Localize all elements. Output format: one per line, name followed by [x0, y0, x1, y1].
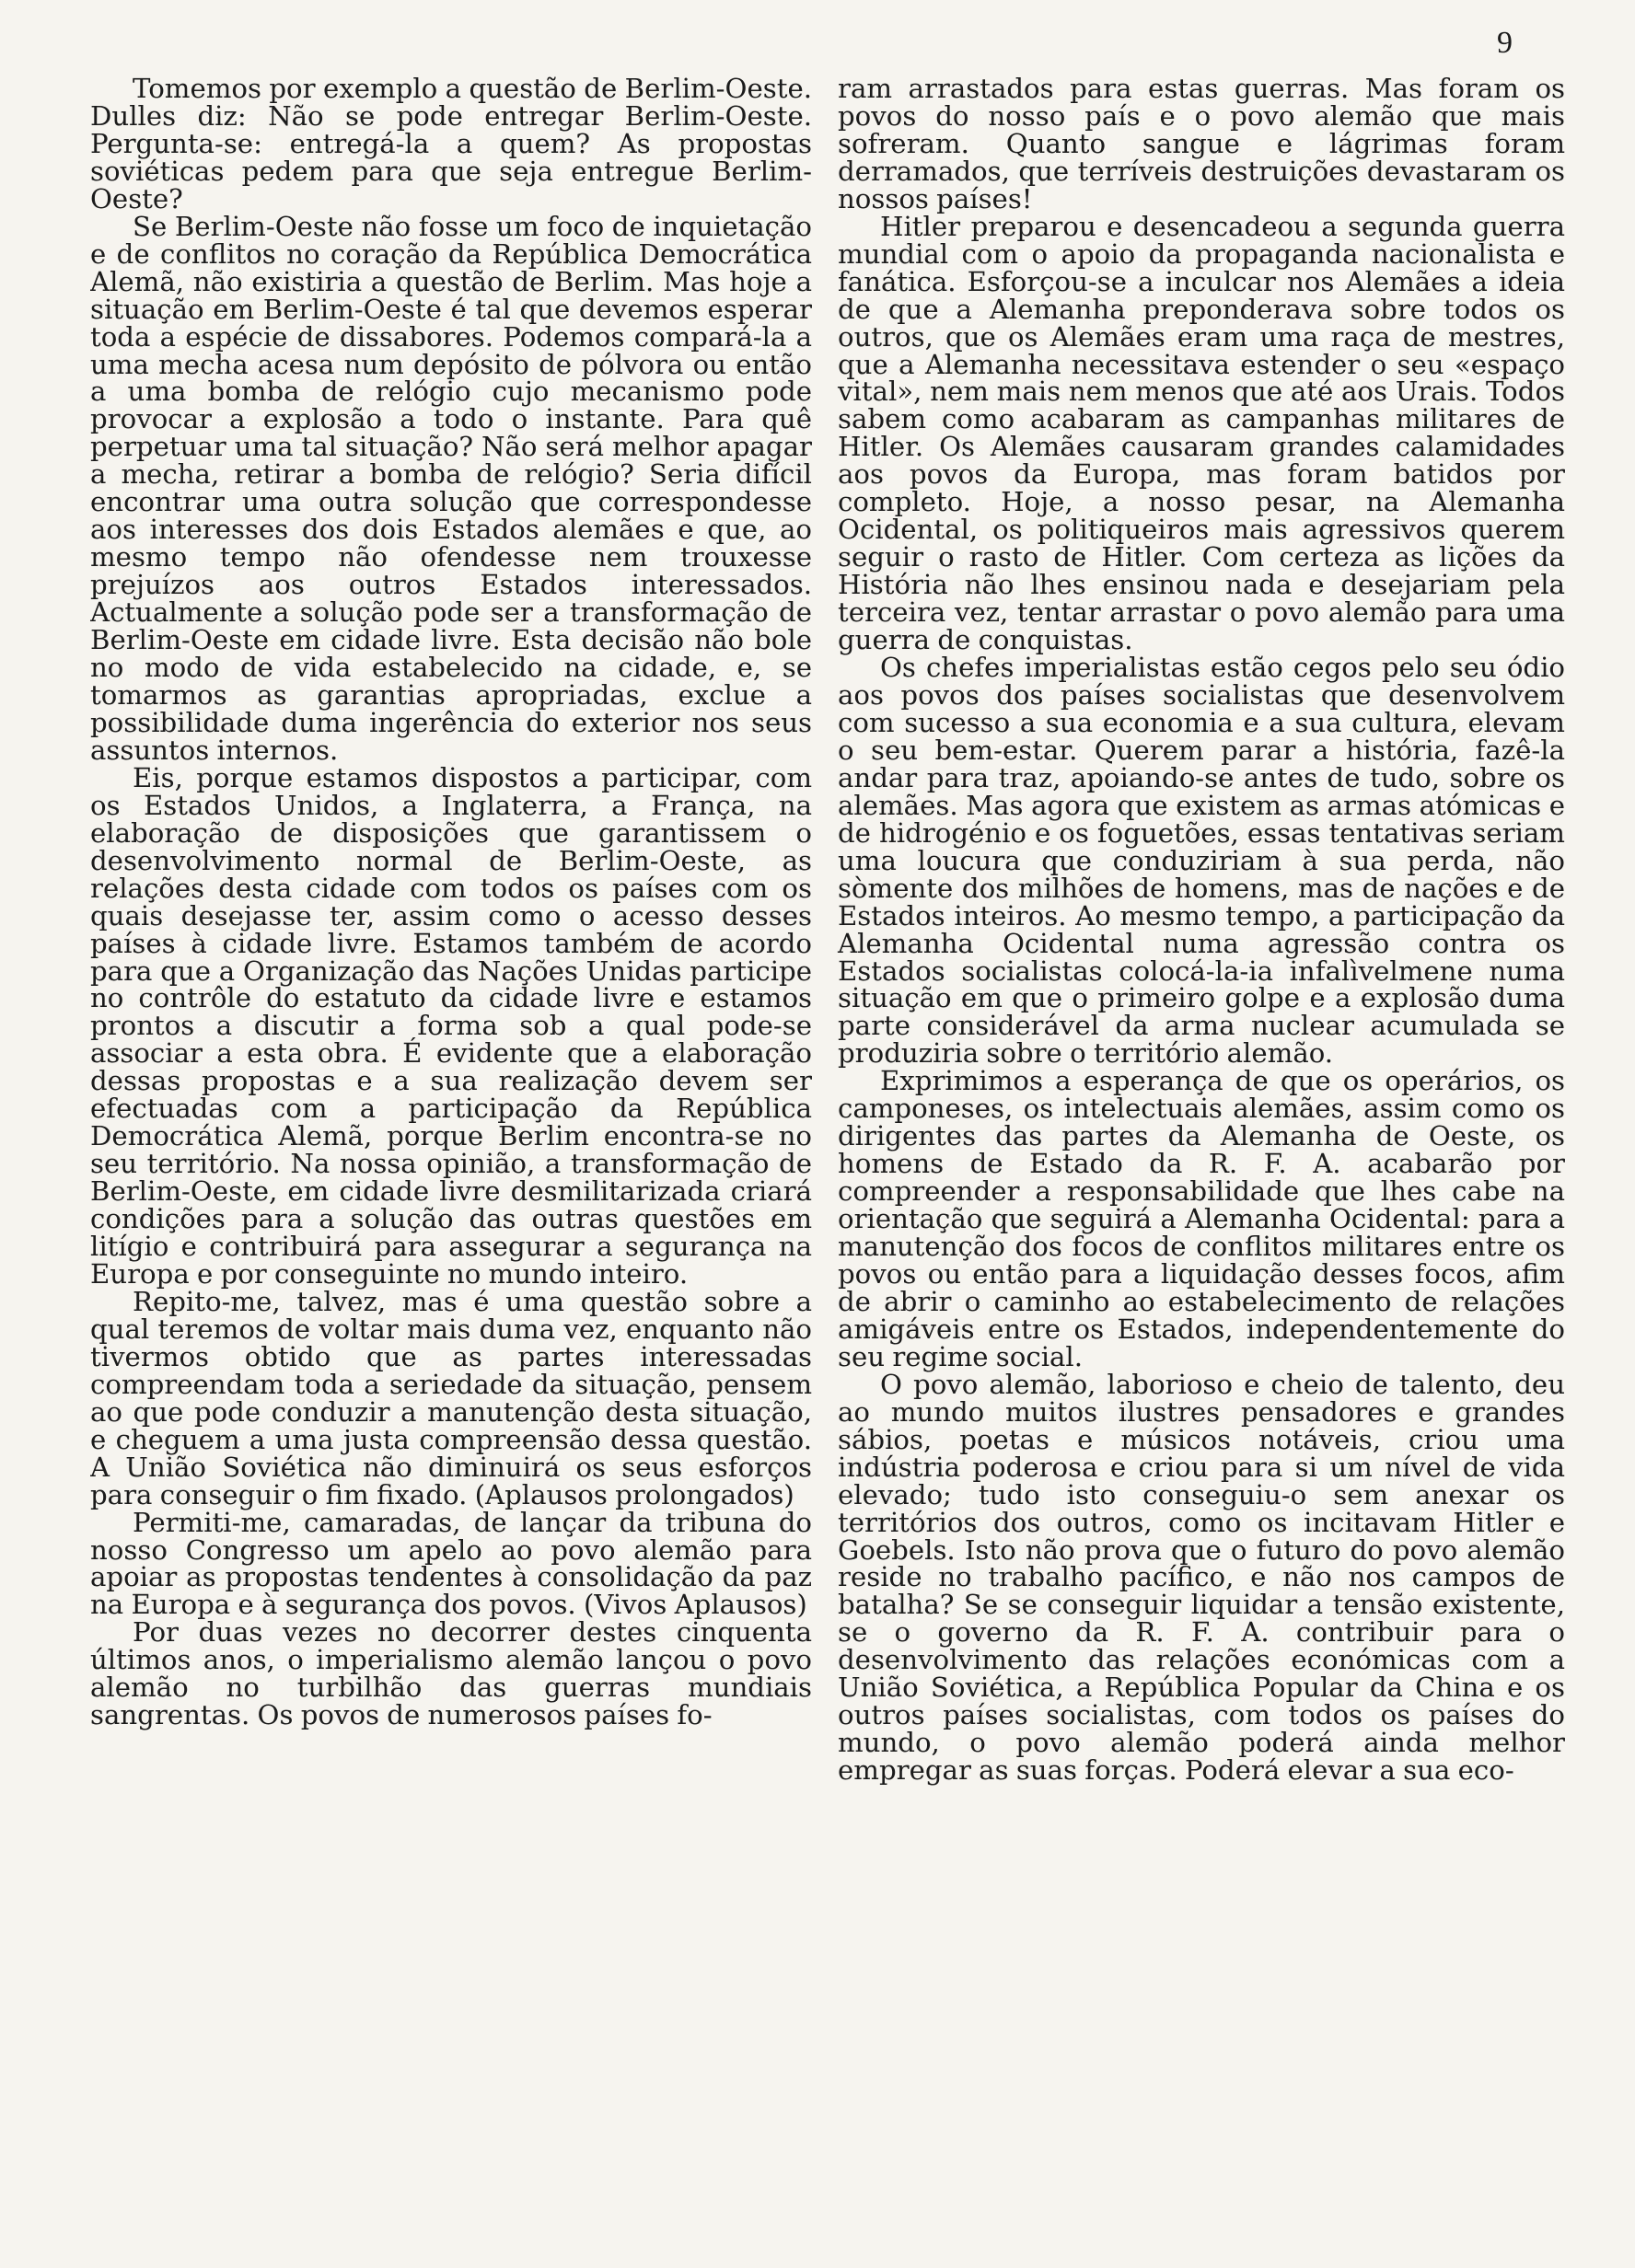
page-number: 9	[1497, 26, 1513, 60]
right-column	[829, 75, 1565, 2248]
paragraph: Hitler preparou e desencadeou a segunda guerra mundial com o apoio da propaganda nacionalista e fanática. Esforçou-se a inculcar nos Alemães a ideia de que a Alemanha preponderava sobre todos os outros, que os Alemães eram uma raça de mestres, que a Alemanha necessitava estender o seu «espaço vital», nem mais nem menos que até aos Urais. Todos sabem como acabaram as campanhas militares de Hitler. Os Alemães causaram grandes calamidades aos povos da Europa, mas foram batidos por completo. Hoje, a nosso pesar, na Alemanha Ocidental, os politiqueiros mais agressivos querem seguir o rasto de Hitler. Com certeza as lições da História não lhes ensinou nada e desejariam pela terceira vez, tentar arrastar o povo alemão para uma guerra de conquistas.	[838, 210, 1565, 656]
paragraph: Repito-me, talvez, mas é uma questão sobre a qual teremos de voltar mais duma vez, enquanto não tivermos obtido que as partes interessadas compreendam toda a seriedade da situação, pensem ao que pode conduzir a manutenção desta situação, e cheguem a uma justa compreensão dessa questão. A União Soviética não diminuirá os seus esforços para conseguir o fim fixado. (Aplausos prolongados)	[90, 1285, 812, 1510]
paragraph: Tomemos por exemplo a questão de Berlim-Oeste. Dulles diz: Não se pode entregar Berlim-Oeste. Pergunta-se: entregá-la a quem? As propostas soviéticas pedem para que seja entregue Berlim-Oeste?	[90, 75, 812, 214]
left-column	[90, 75, 829, 2248]
paragraph: Se Berlim-Oeste não fosse um foco de inquietação e de conflitos no coração da República Democrática Alemã, não existiria a questão de Berlim. Mas hoje a situação em Berlim-Oeste é tal que devemos esperar toda a espécie de dissabores. Podemos compará-la a uma mecha acesa num depósito de pólvora ou então a uma bomba de relógio cujo mecanismo pode provocar a explosão a todo o instante. Para quê perpetuar uma tal situação? Não será melhor apagar a mecha, retirar a bomba de relógio? Seria difícil encontrar uma outra solução que correspondesse aos interesses dos dois Estados alemães e que, ao mesmo tempo não ofendesse nem trouxesse prejuízos aos outros Estados interessados. Actualmente a solução pode ser a transformação de Berlim-Oeste em cidade livre. Esta decisão não bole no modo de vida estabelecido na cidade, e, se tomarmos as garantias apropriadas, exclue a possibilidade duma ingerência do exterior nos seus assuntos internos.	[90, 210, 812, 766]
paragraph: Eis, porque estamos dispostos a participar, com os Estados Unidos, a Inglaterra, a França, na elaboração de disposições que garantissem o desenvolvimento normal de Berlim-Oeste, as relações desta cidade com todos os países com os quais desejasse ter, assim como o acesso desses países à cidade livre. Estamos também de acordo para que a Organização das Nações Unidas participe no contrôle do estatuto da cidade livre e estamos prontos a discutir a forma sob a qual pode-se associar a esta obra. É evidente que a elaboração dessas propostas e a sua realização devem ser efectuadas com a participação da República Democrática Alemã, porque Berlim encontra-se no seu território. Na nossa opinião, a transformação de Berlim-Oeste, em cidade livre desmilitarizada criará condições para a solução das outras questões em litígio e contribuirá para assegurar a segurança na Europa e por conseguinte no mundo inteiro.	[90, 761, 812, 1290]
paragraph: Por duas vezes no decorrer destes cinquenta últimos anos, o imperialismo alemão lançou o povo alemão no turbilhão das guerras mundiais sangrentas. Os povos de numerosos países fo-	[90, 1616, 812, 1731]
paragraph: ram arrastados para estas guerras. Mas foram os povos do nosso país e o povo alemão que mais sofreram. Quanto sangue e lágrimas foram derramados, que terríveis destruições devastaram os nossos países!	[838, 75, 1565, 214]
paragraph: Os chefes imperialistas estão cegos pelo seu ódio aos povos dos países socialistas que desenvolvem com sucesso a sua economia e a sua cultura, elevam o seu bem-estar. Querem parar a história, fazê-la andar para traz, apoiando-se antes de tudo, sobre os alemães. Mas agora que existem as armas atómicas e de hidrogénio e os foguetões, essas tentativas seriam uma loucura que conduziriam à sua perda, não sòmente dos milhões de homens, mas de nações e de Estados inteiros. Ao mesmo tempo, a participação da Alemanha Ocidental numa agressão contra os Estados socialistas colocá-la-ia infalìvelmene numa situação em que o primeiro golpe e a explosão duma parte considerável da arma nuclear acumulada se produziria sobre o território alemão.	[838, 652, 1565, 1070]
paragraph: O povo alemão, laborioso e cheio de talento, deu ao mundo muitos ilustres pensadores e grandes sábios, poetas e músicos notáveis, criou uma indústria poderosa e criou para si um nível de vida elevado; tudo isto conseguiu-o sem anexar os territórios dos outros, como os incitavam Hitler e Goebels. Isto não prova que o futuro do povo alemão reside no trabalho pacífico, e não nos campos de batalha? Se se conseguir liquidar a tensão existente, se o governo da R. F. A. contribuir para o desenvolvimento das relações económicas com a União Soviética, a República Popular da China e os outros países socialistas, com todos os países do mundo, o povo alemão poderá ainda melhor empregar as suas forças. Poderá elevar a sua eco-	[838, 1368, 1565, 1787]
text-columns	[90, 75, 1565, 2248]
paragraph: Permiti-me, camaradas, de lançar da tribuna do nosso Congresso um apelo ao povo alemão para apoiar as propostas tendentes à consolidação da paz na Europa e à segurança dos povos. (Vivos Aplausos)	[90, 1506, 812, 1621]
paragraph: Exprimimos a esperança de que os operários, os camponeses, os intelectuais alemães, assim como os dirigentes das partes da Alemanha de Oeste, os homens de Estado da R. F. A. acabarão por compreender a responsabilidade que lhes cabe na orientação que seguirá a Alemanha Ocidental: para a manutenção dos focos de conflitos militares entre os povos ou então para a liquidação desses focos, afim de abrir o caminho ao estabelecimento de relações amigáveis entre os Estados, independentemente do seu regime social.	[838, 1065, 1565, 1372]
